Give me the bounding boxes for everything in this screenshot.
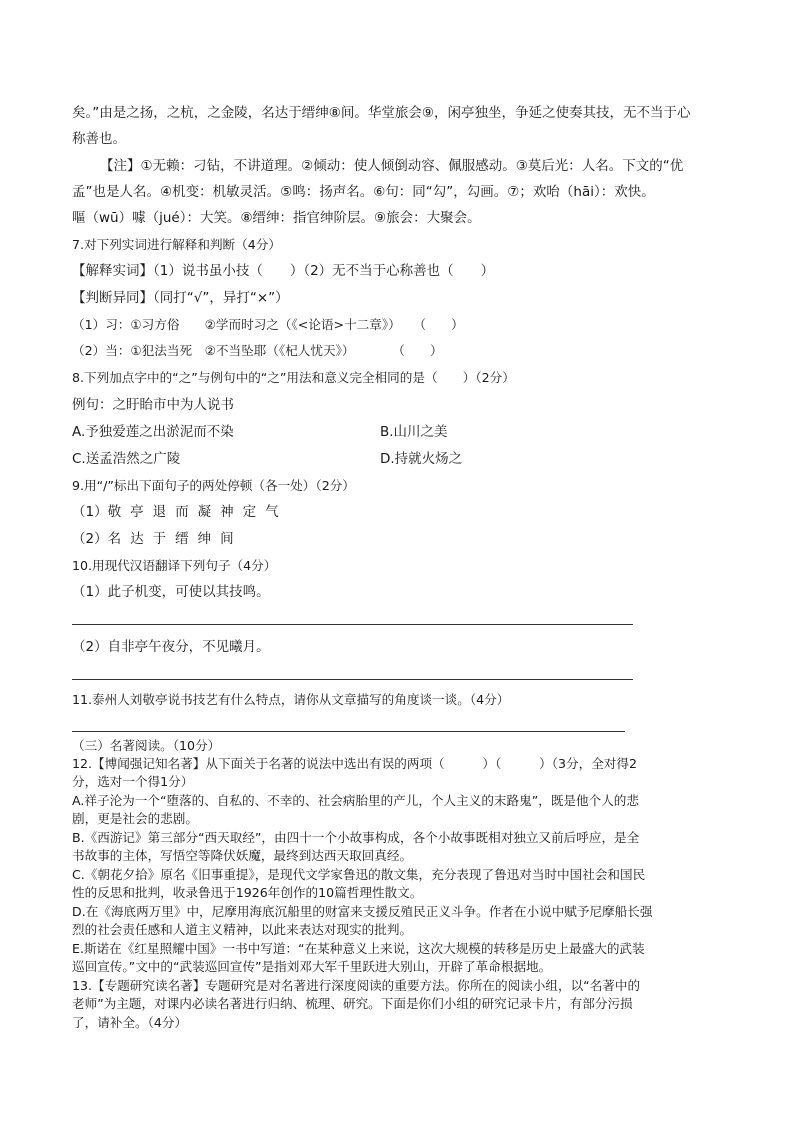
q10-item-1: （1）此子机变，可使以其技鸣。: [72, 584, 270, 600]
q12-line-2: 分，选对一个得1分）: [72, 774, 194, 789]
q12-option-c-2: 性的反思和批判，收录鲁迅于1926年创作的10篇哲理性散文。: [72, 885, 423, 900]
q7-judge: 【判断异同】（同打“√”，异打“×”）: [72, 290, 289, 306]
q7-title: 7.对下列实词进行解释和判断（4分）: [72, 237, 281, 252]
q12-option-d-1: D.在《海底两万里》中，尼摩用海底沉船里的财富来支援反殖民正义斗争。作者在小说中赋予尼摩船长强: [72, 904, 653, 919]
notes-line-2: 孟”也是人名。④机变：机敏灵活。⑤鸣：扬声名。⑥句：同“勾”，勾画。⑦；欢咍（hāi）：欢快。: [72, 184, 655, 200]
q12-option-b-1: B.《西游记》第三部分“西天取经”，由四十一个小故事构成，各个小故事既相对独立又前后呼应，是全: [72, 830, 640, 845]
q13-line-1: 13.【专题研究读名著】专题研究是对名著进行深度阅读的重要方法。你所在的阅读小组，以“名著中的: [72, 978, 641, 993]
q13-line-3: 了，请补全。（4分）: [72, 1015, 188, 1030]
notes-line-1: 【注】①无赖：刁钻，不讲道理。②倾动：使人倾倒动容、佩服感动。③莫后光：人名。下文的“优: [100, 158, 684, 174]
q12-option-a-2: 剧，更是社会的悲剧。: [72, 811, 198, 826]
q12-option-a-1: A.祥子沦为一个“堕落的、自私的、不幸的、社会病胎里的产儿，个人主义的末路鬼”，既是他个人的悲: [72, 793, 639, 808]
q13-line-2: 老师”为主题，对课内必读名著进行归纳、梳理、研究。下面是你们小组的研究记录卡片，有部分污损: [72, 996, 633, 1011]
q10-title: 10.用现代汉语翻译下列句子（4分）: [72, 558, 277, 573]
q12-line-1: 12.【博闻强记知名著】从下面关于名著的说法中选出有误的两项（ ）（ ）（3分，全对得2: [72, 756, 637, 771]
q10-answer-line-2[interactable]: [72, 679, 633, 680]
q7-item-2: （2）当：①犯法当死 ②不当坠耶（《杞人忧天》） （ ）: [72, 343, 443, 358]
q8-option-a: A.予独爱莲之出淤泥而不染: [72, 424, 234, 440]
q8-option-b: B.山川之美: [380, 424, 448, 440]
q7-item-1: （1）习：①习方俗 ②学而时习之（《<论语>十二章》） （ ）: [72, 317, 464, 332]
q12-option-e-2: 巡回宣传。”文中的“武装巡回宣传”是指刘邓大军千里跃进大别山，开辟了革命根据地。: [72, 959, 552, 974]
q9-item-1: [72, 503, 288, 521]
passage-line-1: 矣。”由是之扬，之杭，之金陵，名达于缙绅⑧间。华堂旅会⑨，闲亭独坐，争延之使奏其技，无不当于心: [72, 105, 691, 121]
q9-title: 9.用“/”标出下面句子的两处停顿（各一处）（2分）: [72, 478, 355, 493]
q10-item-2: （2）自非亭午夜分，不见曦月。: [72, 639, 270, 655]
q12-option-c-1: C.《朝花夕拾》原名《旧事重提》，是现代文学家鲁迅的散文集，充分表现了鲁迅对当时中国社会和国民: [72, 867, 646, 882]
q12-option-d-2: 烈的社会责任感和人道主义精神，以此来表达对现实的批判。: [72, 922, 413, 937]
section3-title: （三）名著阅读。（10分）: [72, 738, 221, 753]
notes-line-3: 嘔（wū）噱（jué）：大笑。⑧缙绅：指官绅阶层。⑨旅会：大聚会。: [72, 210, 481, 226]
q11-answer-line[interactable]: [72, 731, 625, 732]
q7-explain: 【解释实词】（1）说书虽小技（ ）（2）无不当于心称善也（ ）: [72, 263, 495, 279]
q9-item-1-label: （1）: [72, 504, 108, 520]
q9-item-2-text: 名达于缙绅间: [107, 531, 243, 547]
q9-item-2-label: （2）: [72, 531, 108, 547]
q8-option-c: C.送孟浩然之广陵: [72, 451, 181, 467]
q8-example: 例句：之盱眙市中为人说书: [72, 397, 234, 413]
q12-option-e-1: E.斯诺在《红星照耀中国》一书中写道：“在某种意义上来说，这次大规模的转移是历史上最盛大的武装: [72, 941, 645, 956]
q8-option-d: D.持就火炀之: [380, 451, 463, 467]
q9-item-2: [72, 530, 243, 548]
passage-line-2: 称善也。: [72, 131, 126, 147]
q9-item-1-text: 敬亭退而凝神定气: [107, 504, 288, 520]
q10-answer-line-1[interactable]: [72, 624, 633, 625]
q12-option-b-2: 书故事的主体，写悟空等降伏妖魔，最终到达西天取回真经。: [72, 848, 413, 863]
q11-title: 11.泰州人刘敬亭说书技艺有什么特点，请你从文章描写的角度谈一谈。（4分）: [72, 692, 510, 707]
q8-title: 8.下列加点字中的“之”与例句中的“之”用法和意义完全相同的是（ ）（2分）: [72, 370, 515, 385]
